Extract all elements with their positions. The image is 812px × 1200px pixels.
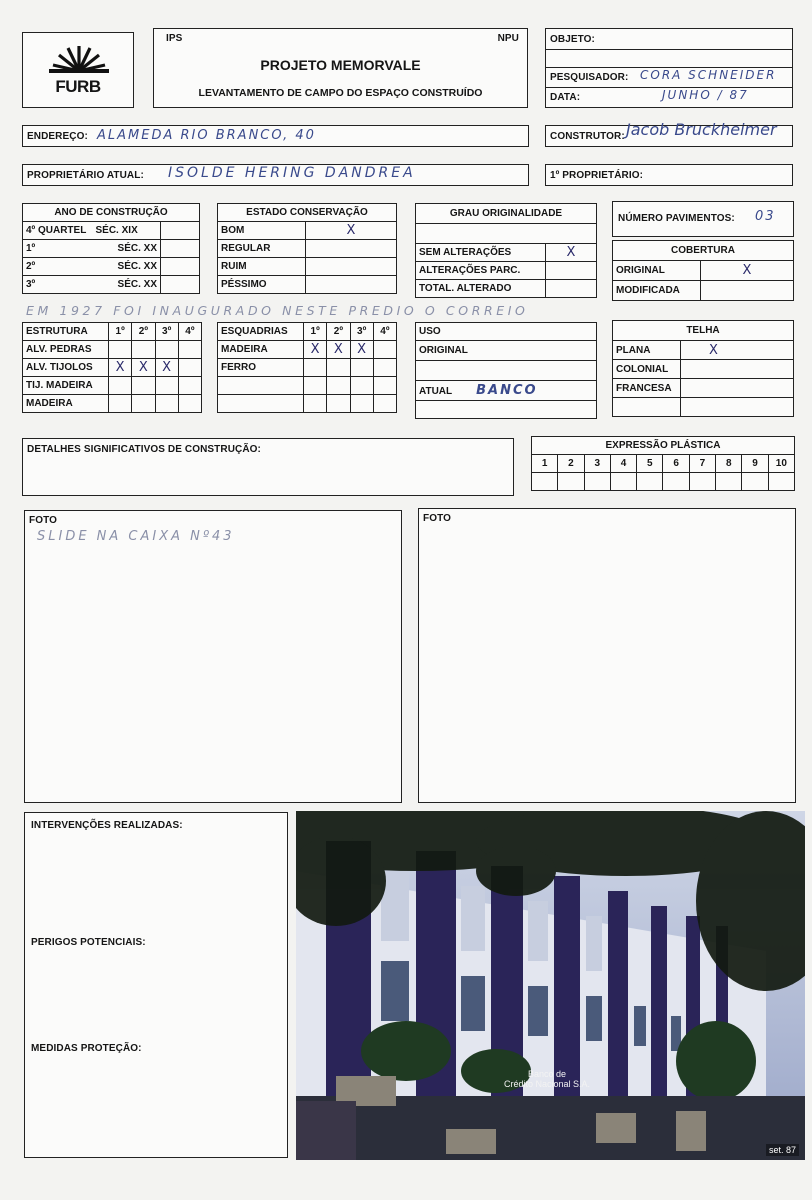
construtor-label: CONSTRUTOR: (550, 131, 625, 142)
uso-atual-value: BANCO (476, 383, 538, 398)
expressao-number: 9 (742, 455, 768, 473)
esquadrias-table (217, 322, 397, 413)
estrutura-mark: X (132, 359, 155, 377)
uso-atual-label: ATUAL (419, 386, 453, 397)
ano-check-cell (161, 276, 200, 294)
uso-original-label: ORIGINAL (416, 341, 597, 361)
estado-row-label: PÉSSIMO (218, 276, 306, 294)
furb-sun-icon (49, 43, 109, 73)
expressao-score-cell (768, 473, 794, 491)
estrutura-col: 4º (178, 323, 201, 341)
logo-text: FURB (55, 77, 101, 96)
endereco-label: ENDEREÇO: (27, 131, 88, 142)
intervencoes-label: INTERVENÇÕES REALIZADAS: (31, 820, 183, 831)
estado-check-cell (306, 276, 397, 294)
foto-label-2: FOTO (423, 513, 451, 524)
estrutura-table (22, 322, 202, 413)
esquadrias-title: ESQUADRIAS (218, 323, 304, 341)
esquadrias-mark: X (350, 341, 373, 359)
endereco-value: ALAMEDA RIO BRANCO, 40 (97, 128, 316, 143)
ano-row-label: 3º (23, 276, 93, 294)
esquadrias-col: 1º (304, 323, 327, 341)
interventions-box (24, 812, 288, 1158)
estado-mark: X (306, 222, 397, 240)
expressao-score-cell (689, 473, 715, 491)
historical-note: EM 1927 FOI INAUGURADO NESTE PREDIO O CORREIO (26, 303, 529, 318)
ano-row-label: 4º QUARTEL (23, 222, 93, 240)
grau-title: GRAU ORIGINALIDADE (416, 204, 597, 224)
objeto-label: OBJETO: (550, 34, 595, 45)
estrutura-row-label: TIJ. MADEIRA (23, 377, 109, 395)
expressao-score-cell (637, 473, 663, 491)
uso-title: USO (416, 323, 597, 341)
estrutura-mark: X (155, 359, 178, 377)
esquadrias-mark: X (304, 341, 327, 359)
ano-construcao-table (22, 203, 200, 294)
telha-mark: X (681, 341, 794, 360)
expressao-score-cell (532, 473, 558, 491)
estado-row-label: REGULAR (218, 240, 306, 258)
bank-sign (504, 1069, 590, 1089)
estado-title: ESTADO CONSERVAÇÃO (218, 204, 397, 222)
grau-row-label: ALTERAÇÕES PARC. (416, 262, 546, 280)
detalhes-label: DETALHES SIGNIFICATIVOS DE CONSTRUÇÃO: (27, 444, 261, 455)
expressao-number: 8 (716, 455, 742, 473)
telha-row-label: FRANCESA (613, 379, 681, 398)
cobertura-title: COBERTURA (613, 241, 794, 261)
pavimentos-box (612, 201, 794, 237)
foto-box-1 (24, 510, 402, 803)
ano-row-label: 1º (23, 240, 93, 258)
expressao-number: 3 (584, 455, 610, 473)
estrutura-col: 1º (109, 323, 132, 341)
grau-check-cell (546, 280, 597, 298)
ano-title: ANO DE CONSTRUÇÃO (23, 204, 200, 222)
photo-date-stamp: set. 87 (766, 1144, 799, 1156)
grau-originalidade-table (415, 203, 597, 298)
estado-row-label: RUIM (218, 258, 306, 276)
foto-label-1: FOTO (29, 515, 57, 526)
project-subtitle: LEVANTAMENTO DE CAMPO DO ESPAÇO CONSTRUÍDO (198, 87, 483, 99)
medidas-label: MEDIDAS PROTEÇÃO: (31, 1043, 142, 1054)
esquadrias-row-label: FERRO (218, 359, 304, 377)
header-title-box (153, 28, 528, 108)
expressao-plastica-table (531, 436, 795, 491)
pavimentos-label: NÚMERO PAVIMENTOS: (618, 213, 735, 224)
ano-row-sec: SÉC. XX (93, 276, 161, 294)
estado-check-cell (306, 258, 397, 276)
research-info-box (545, 28, 793, 108)
estrutura-mark: X (109, 359, 132, 377)
npu-label: NPU (497, 33, 519, 44)
expressao-number: 7 (689, 455, 715, 473)
logo-box (22, 32, 134, 108)
ano-row-sec: SÉC. XX (93, 258, 161, 276)
grau-check-cell (546, 262, 597, 280)
expressao-number: 5 (637, 455, 663, 473)
expressao-score-cell (610, 473, 636, 491)
estrutura-row-label: MADEIRA (23, 395, 109, 413)
construtor-box (545, 120, 793, 147)
pavimentos-value: 03 (755, 209, 776, 224)
foto-note: SLIDE NA CAIXA Nº43 (37, 529, 235, 544)
telha-table (612, 320, 794, 417)
bank-sign-line1: Banco de (528, 1069, 567, 1079)
estrutura-row-label: ALV. PEDRAS (23, 341, 109, 359)
primeiro-proprietario-box (545, 164, 793, 186)
estado-conservacao-table (217, 203, 397, 294)
expressao-score-cell (742, 473, 768, 491)
cobertura-row-label: MODIFICADA (613, 281, 701, 301)
grau-row-label: SEM ALTERAÇÕES (416, 244, 546, 262)
expressao-score-cell (558, 473, 584, 491)
project-title: PROJETO MEMORVALE (260, 57, 421, 73)
ano-check-cell (161, 222, 200, 240)
grau-row-label: TOTAL. ALTERADO (416, 280, 546, 298)
esquadrias-col: 3º (350, 323, 373, 341)
perigos-label: PERIGOS POTENCIAIS: (31, 937, 146, 948)
telha-row-label: PLANA (613, 341, 681, 360)
uso-table (415, 322, 597, 419)
ano-row-label: 2º (23, 258, 93, 276)
estrutura-title: ESTRUTURA (23, 323, 109, 341)
building-photo-illustration (296, 811, 805, 1160)
pesquisador-value: CORA SCHNEIDER (640, 68, 777, 82)
bank-sign-line2: Crédito Nacional S.A. (504, 1079, 591, 1089)
estrutura-col: 2º (132, 323, 155, 341)
cobertura-mark: X (701, 261, 794, 281)
estrutura-row-label: ALV. TIJOLOS (23, 359, 109, 377)
estado-check-cell (306, 240, 397, 258)
endereco-box (22, 125, 529, 147)
expressao-number: 10 (768, 455, 794, 473)
grau-mark: X (546, 244, 597, 262)
estado-row-label: BOM (218, 222, 306, 240)
cobertura-table (612, 240, 794, 301)
expressao-number: 4 (610, 455, 636, 473)
expressao-number: 2 (558, 455, 584, 473)
esquadrias-row-label: MADEIRA (218, 341, 304, 359)
grau-blank-row (416, 224, 597, 244)
proprietario-box (22, 164, 529, 186)
estrutura-col: 3º (155, 323, 178, 341)
detalhes-box (22, 438, 514, 496)
data-label: DATA: (550, 92, 581, 103)
telha-title: TELHA (613, 321, 794, 341)
construtor-value: Jacob Bruckheimer (626, 120, 777, 139)
ips-label: IPS (166, 33, 183, 44)
primeiro-proprietario-label: 1º PROPRIETÁRIO: (550, 170, 644, 181)
ano-check-cell (161, 258, 200, 276)
esquadrias-col: 4º (373, 323, 396, 341)
expressao-number: 1 (532, 455, 558, 473)
ano-check-cell (161, 240, 200, 258)
pesquisador-label: PESQUISADOR: (550, 72, 629, 83)
cobertura-row-label: ORIGINAL (613, 261, 701, 281)
telha-row-label: COLONIAL (613, 360, 681, 379)
expressao-number: 6 (663, 455, 689, 473)
foto-box-2 (418, 508, 796, 803)
cobertura-check-cell (701, 281, 794, 301)
expressao-score-cell (584, 473, 610, 491)
esquadrias-col: 2º (327, 323, 350, 341)
proprietario-label: PROPRIETÁRIO ATUAL: (27, 170, 144, 181)
data-value: JUNHO / 87 (662, 88, 749, 102)
expressao-score-cell (716, 473, 742, 491)
proprietario-value: ISOLDE HERING DANDREA (168, 165, 416, 181)
ano-row-sec: SÉC. XIX (93, 222, 161, 240)
expressao-score-cell (663, 473, 689, 491)
ano-row-sec: SÉC. XX (93, 240, 161, 258)
esquadrias-mark: X (327, 341, 350, 359)
building-photo (296, 811, 805, 1160)
expressao-title: EXPRESSÃO PLÁSTICA (532, 437, 795, 455)
